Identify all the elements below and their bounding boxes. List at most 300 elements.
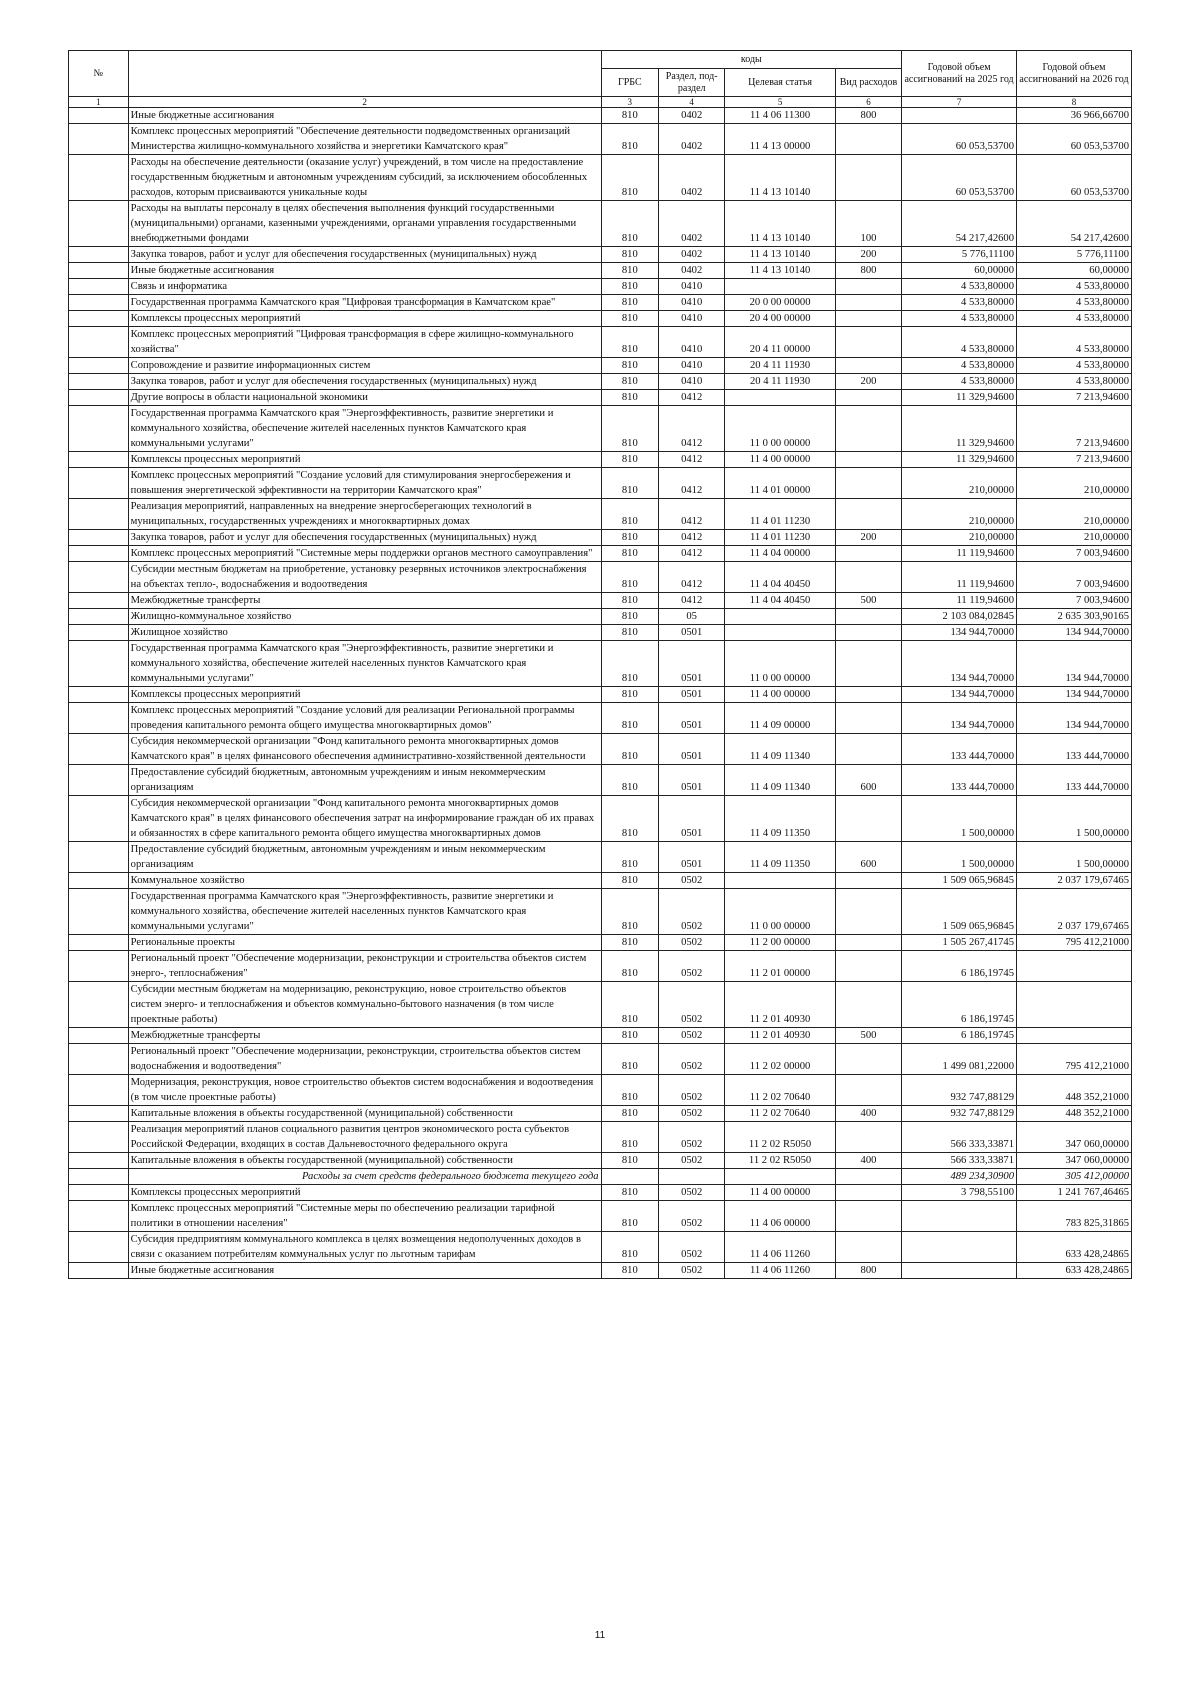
row-expense-type-cell	[835, 1169, 901, 1185]
row-grbs-cell: 810	[601, 1232, 658, 1263]
row-grbs-cell: 810	[601, 982, 658, 1028]
row-section-cell: 0502	[659, 982, 725, 1028]
row-section-cell: 0412	[659, 562, 725, 593]
row-target-article-cell: 11 4 09 00000	[725, 703, 835, 734]
row-target-article-cell: 11 4 06 00000	[725, 1201, 835, 1232]
row-expense-type-cell	[835, 687, 901, 703]
row-volume-2025-cell	[902, 1201, 1017, 1232]
row-name-cell: Государственная программа Камчатского края "Энергоэффективность, развитие энергетики и коммунального хозяйства, обеспечение жителей населенных пунктов Камчатского края коммунальными услугами"	[128, 641, 601, 687]
column-number: 2	[128, 97, 601, 108]
header-name	[128, 51, 601, 97]
row-number-cell	[69, 951, 129, 982]
row-number-cell	[69, 546, 129, 562]
row-number-cell	[69, 108, 129, 124]
header-codes: коды	[601, 51, 902, 69]
row-volume-2026-cell: 134 944,70000	[1017, 703, 1132, 734]
row-target-article-cell	[725, 390, 835, 406]
row-name-cell: Иные бюджетные ассигнования	[128, 1263, 601, 1279]
row-volume-2025-cell: 4 533,80000	[902, 358, 1017, 374]
row-name-cell: Комплекс процессных мероприятий "Создание условий для реализации Региональной программы проведения капитального ремонта общего имущества многоквартирных домов"	[128, 703, 601, 734]
row-target-article-cell: 11 4 00 00000	[725, 452, 835, 468]
row-expense-type-cell: 600	[835, 842, 901, 873]
row-volume-2025-cell: 4 533,80000	[902, 311, 1017, 327]
row-section-cell: 0412	[659, 390, 725, 406]
table-row	[69, 1153, 1132, 1169]
row-volume-2025-cell	[902, 108, 1017, 124]
row-number-cell	[69, 311, 129, 327]
row-section-cell: 0501	[659, 625, 725, 641]
row-volume-2025-cell: 11 329,94600	[902, 390, 1017, 406]
row-volume-2026-cell: 36 966,66700	[1017, 108, 1132, 124]
row-name-cell: Другие вопросы в области национальной экономики	[128, 390, 601, 406]
row-section-cell: 05	[659, 609, 725, 625]
row-target-article-cell: 11 2 01 40930	[725, 1028, 835, 1044]
row-expense-type-cell	[835, 982, 901, 1028]
row-number-cell	[69, 1122, 129, 1153]
row-section-cell: 0402	[659, 201, 725, 247]
row-name-cell: Иные бюджетные ассигнования	[128, 263, 601, 279]
row-volume-2025-cell: 932 747,88129	[902, 1106, 1017, 1122]
row-section-cell: 0502	[659, 1185, 725, 1201]
row-section-cell: 0502	[659, 1263, 725, 1279]
row-volume-2025-cell: 210,00000	[902, 468, 1017, 499]
row-volume-2026-cell: 7 213,94600	[1017, 452, 1132, 468]
row-name-cell: Комплексы процессных мероприятий	[128, 452, 601, 468]
row-volume-2025-cell: 210,00000	[902, 530, 1017, 546]
row-target-article-cell: 11 0 00 00000	[725, 406, 835, 452]
row-number-cell	[69, 1185, 129, 1201]
row-section-cell: 0502	[659, 889, 725, 935]
row-grbs-cell: 810	[601, 295, 658, 311]
row-volume-2025-cell: 1 500,00000	[902, 842, 1017, 873]
row-volume-2026-cell: 54 217,42600	[1017, 201, 1132, 247]
row-expense-type-cell: 800	[835, 1263, 901, 1279]
row-target-article-cell: 20 0 00 00000	[725, 295, 835, 311]
row-grbs-cell: 810	[601, 1075, 658, 1106]
column-number: 6	[835, 97, 901, 108]
row-name-cell: Модернизация, реконструкция, новое строительство объектов систем водоснабжения и водоотведения (в том числе проектные работы)	[128, 1075, 601, 1106]
row-name-cell: Закупка товаров, работ и услуг для обеспечения государственных (муниципальных) нужд	[128, 374, 601, 390]
table-row	[69, 1075, 1132, 1106]
row-volume-2026-cell: 60 053,53700	[1017, 155, 1132, 201]
row-target-article-cell: 11 4 01 11230	[725, 530, 835, 546]
row-section-cell: 0412	[659, 406, 725, 452]
row-name-cell: Субсидии местным бюджетам на приобретение, установку резервных источников электроснабжения на объектах тепло-, водоснабжения и водоотведения	[128, 562, 601, 593]
row-volume-2026-cell: 60 053,53700	[1017, 124, 1132, 155]
row-volume-2026-cell: 4 533,80000	[1017, 374, 1132, 390]
row-volume-2025-cell: 134 944,70000	[902, 687, 1017, 703]
table-row	[69, 1169, 1132, 1185]
row-volume-2025-cell: 134 944,70000	[902, 703, 1017, 734]
row-volume-2025-cell: 133 444,70000	[902, 734, 1017, 765]
row-name-cell: Капитальные вложения в объекты государственной (муниципальной) собственности	[128, 1153, 601, 1169]
row-grbs-cell: 810	[601, 873, 658, 889]
row-volume-2025-cell: 4 533,80000	[902, 327, 1017, 358]
header-volume-2025: Годовой объем ассигнований на 2025 год	[902, 51, 1017, 97]
row-expense-type-cell	[835, 311, 901, 327]
row-volume-2025-cell: 932 747,88129	[902, 1075, 1017, 1106]
table-row	[69, 279, 1132, 295]
row-expense-type-cell	[835, 1044, 901, 1075]
row-volume-2026-cell: 4 533,80000	[1017, 311, 1132, 327]
row-target-article-cell	[725, 873, 835, 889]
row-section-cell: 0412	[659, 593, 725, 609]
column-number: 1	[69, 97, 129, 108]
row-number-cell	[69, 1169, 129, 1185]
row-expense-type-cell	[835, 406, 901, 452]
table-row	[69, 1201, 1132, 1232]
table-row	[69, 641, 1132, 687]
table-row	[69, 1106, 1132, 1122]
row-name-cell: Жилищно-коммунальное хозяйство	[128, 609, 601, 625]
row-number-cell	[69, 1263, 129, 1279]
row-expense-type-cell	[835, 1232, 901, 1263]
row-grbs-cell: 810	[601, 358, 658, 374]
table-row	[69, 889, 1132, 935]
row-number-cell	[69, 390, 129, 406]
row-expense-type-cell	[835, 499, 901, 530]
row-grbs-cell: 810	[601, 279, 658, 295]
table-row	[69, 374, 1132, 390]
row-grbs-cell: 810	[601, 703, 658, 734]
row-expense-type-cell	[835, 295, 901, 311]
row-name-cell: Субсидия некоммерческой организации "Фонд капитального ремонта многоквартирных домов Камчатского края" в целях финансового обеспечения затрат на информирование граждан об их правах и обязанностях в сфере капитального ремонта общего имущества многоквартирных домов	[128, 796, 601, 842]
row-number-cell	[69, 935, 129, 951]
row-volume-2026-cell: 305 412,00000	[1017, 1169, 1132, 1185]
row-number-cell	[69, 1153, 129, 1169]
row-volume-2025-cell: 6 186,19745	[902, 982, 1017, 1028]
row-name-cell: Комплекс процессных мероприятий "Цифровая трансформация в сфере жилищно-коммунального хозяйства"	[128, 327, 601, 358]
table-row	[69, 295, 1132, 311]
row-volume-2025-cell: 3 798,55100	[902, 1185, 1017, 1201]
row-volume-2026-cell: 134 944,70000	[1017, 641, 1132, 687]
row-expense-type-cell	[835, 468, 901, 499]
row-grbs-cell: 810	[601, 951, 658, 982]
row-grbs-cell: 810	[601, 155, 658, 201]
row-target-article-cell: 11 4 01 00000	[725, 468, 835, 499]
row-expense-type-cell	[835, 546, 901, 562]
row-volume-2026-cell: 347 060,00000	[1017, 1153, 1132, 1169]
row-grbs-cell: 810	[601, 452, 658, 468]
row-expense-type-cell	[835, 625, 901, 641]
row-expense-type-cell	[835, 1201, 901, 1232]
row-grbs-cell: 810	[601, 124, 658, 155]
row-number-cell	[69, 452, 129, 468]
row-section-cell: 0502	[659, 1153, 725, 1169]
row-volume-2025-cell: 4 533,80000	[902, 295, 1017, 311]
row-target-article-cell: 11 2 02 00000	[725, 1044, 835, 1075]
row-name-cell: Расходы на выплаты персоналу в целях обеспечения выполнения функций государственными (муниципальными) органами, казенными учреждениями, органами управления государственными внебюджетными фондами	[128, 201, 601, 247]
row-section-cell: 0502	[659, 1232, 725, 1263]
row-volume-2026-cell: 60,00000	[1017, 263, 1132, 279]
row-volume-2025-cell: 1 505 267,41745	[902, 935, 1017, 951]
row-volume-2026-cell: 4 533,80000	[1017, 295, 1132, 311]
row-target-article-cell: 11 2 02 70640	[725, 1075, 835, 1106]
row-volume-2026-cell: 4 533,80000	[1017, 279, 1132, 295]
row-volume-2026-cell: 134 944,70000	[1017, 687, 1132, 703]
row-target-article-cell: 11 4 09 11340	[725, 734, 835, 765]
row-volume-2026-cell: 1 500,00000	[1017, 796, 1132, 842]
row-volume-2025-cell: 11 119,94600	[902, 546, 1017, 562]
row-name-cell: Предоставление субсидий бюджетным, автономным учреждениям и иным некоммерческим организациям	[128, 842, 601, 873]
row-section-cell: 0502	[659, 951, 725, 982]
row-name-cell: Комплекс процессных мероприятий "Создание условий для стимулирования энергосбережения и повышения энергетической эффективности на территории Камчатского края"	[128, 468, 601, 499]
row-name-cell: Жилищное хозяйство	[128, 625, 601, 641]
row-grbs-cell: 810	[601, 390, 658, 406]
column-numbers-row	[69, 97, 1132, 108]
row-number-cell	[69, 641, 129, 687]
table-row	[69, 593, 1132, 609]
table-row	[69, 796, 1132, 842]
table-row	[69, 1122, 1132, 1153]
row-volume-2025-cell	[902, 1232, 1017, 1263]
row-target-article-cell: 11 4 04 00000	[725, 546, 835, 562]
row-section-cell: 0402	[659, 263, 725, 279]
row-volume-2026-cell: 795 412,21000	[1017, 1044, 1132, 1075]
row-number-cell	[69, 468, 129, 499]
header-expense-type: Вид расходов	[835, 69, 901, 97]
row-section-cell: 0402	[659, 124, 725, 155]
row-grbs-cell: 810	[601, 1185, 658, 1201]
row-target-article-cell: 20 4 11 11930	[725, 358, 835, 374]
row-name-cell: Региональные проекты	[128, 935, 601, 951]
row-expense-type-cell	[835, 390, 901, 406]
row-expense-type-cell: 400	[835, 1106, 901, 1122]
row-name-cell: Субсидия предприятиям коммунального комплекса в целях возмещения недополученных доходов в связи с оказанием потребителям коммунальных услуг по льготным тарифам	[128, 1232, 601, 1263]
table-row	[69, 108, 1132, 124]
row-number-cell	[69, 703, 129, 734]
row-expense-type-cell: 100	[835, 201, 901, 247]
row-name-cell: Закупка товаров, работ и услуг для обеспечения государственных (муниципальных) нужд	[128, 247, 601, 263]
row-target-article-cell	[725, 1169, 835, 1185]
row-section-cell: 0501	[659, 842, 725, 873]
row-volume-2026-cell: 1 241 767,46465	[1017, 1185, 1132, 1201]
row-volume-2025-cell: 1 500,00000	[902, 796, 1017, 842]
header-target-article: Целевая статья	[725, 69, 835, 97]
row-expense-type-cell	[835, 1122, 901, 1153]
row-number-cell	[69, 358, 129, 374]
row-expense-type-cell	[835, 155, 901, 201]
row-section-cell: 0501	[659, 703, 725, 734]
row-expense-type-cell	[835, 609, 901, 625]
row-volume-2026-cell: 4 533,80000	[1017, 358, 1132, 374]
row-grbs-cell: 810	[601, 374, 658, 390]
column-number: 5	[725, 97, 835, 108]
row-expense-type-cell	[835, 562, 901, 593]
row-target-article-cell: 11 4 00 00000	[725, 687, 835, 703]
row-number-cell	[69, 982, 129, 1028]
row-number-cell	[69, 1232, 129, 1263]
row-number-cell	[69, 374, 129, 390]
row-section-cell: 0502	[659, 1028, 725, 1044]
row-target-article-cell: 11 2 02 70640	[725, 1106, 835, 1122]
column-number: 3	[601, 97, 658, 108]
row-number-cell	[69, 263, 129, 279]
row-name-cell: Комплекс процессных мероприятий "Системные меры по обеспечению реализации тарифной политики в отношении населения"	[128, 1201, 601, 1232]
row-name-cell: Региональный проект "Обеспечение модернизации, реконструкции, строительства объектов систем водоснабжения и водоотведения"	[128, 1044, 601, 1075]
row-name-cell: Комплекс процессных мероприятий "Обеспечение деятельности подведомственных организаций Министерства жилищно-коммунального хозяйства и энергетики Камчатского края"	[128, 124, 601, 155]
row-expense-type-cell: 400	[835, 1153, 901, 1169]
row-number-cell	[69, 1106, 129, 1122]
table-row	[69, 1263, 1132, 1279]
row-target-article-cell: 11 2 01 40930	[725, 982, 835, 1028]
row-target-article-cell: 11 4 09 11350	[725, 796, 835, 842]
row-volume-2026-cell: 210,00000	[1017, 468, 1132, 499]
row-expense-type-cell	[835, 124, 901, 155]
row-expense-type-cell	[835, 1185, 901, 1201]
table-row	[69, 873, 1132, 889]
table-row	[69, 546, 1132, 562]
row-volume-2026-cell: 210,00000	[1017, 499, 1132, 530]
table-row	[69, 765, 1132, 796]
row-volume-2025-cell: 11 119,94600	[902, 562, 1017, 593]
table-row	[69, 530, 1132, 546]
row-number-cell	[69, 279, 129, 295]
row-number-cell	[69, 562, 129, 593]
row-grbs-cell: 810	[601, 1263, 658, 1279]
row-section-cell: 0501	[659, 765, 725, 796]
row-grbs-cell: 810	[601, 311, 658, 327]
row-volume-2025-cell: 11 329,94600	[902, 406, 1017, 452]
row-expense-type-cell: 500	[835, 1028, 901, 1044]
row-volume-2025-cell: 60 053,53700	[902, 155, 1017, 201]
row-grbs-cell: 810	[601, 1122, 658, 1153]
table-row	[69, 935, 1132, 951]
row-number-cell	[69, 499, 129, 530]
row-target-article-cell: 11 4 06 11300	[725, 108, 835, 124]
row-target-article-cell: 20 4 00 00000	[725, 311, 835, 327]
row-section-cell: 0501	[659, 687, 725, 703]
row-grbs-cell: 810	[601, 1106, 658, 1122]
row-target-article-cell: 11 4 00 00000	[725, 1185, 835, 1201]
row-volume-2025-cell: 1 509 065,96845	[902, 889, 1017, 935]
row-name-cell: Государственная программа Камчатского края "Энергоэффективность, развитие энергетики и коммунального хозяйства, обеспечение жителей населенных пунктов Камчатского края коммунальными услугами"	[128, 406, 601, 452]
row-expense-type-cell	[835, 1075, 901, 1106]
row-expense-type-cell: 200	[835, 374, 901, 390]
row-grbs-cell: 810	[601, 562, 658, 593]
row-volume-2026-cell: 2 635 303,90165	[1017, 609, 1132, 625]
row-volume-2025-cell: 2 103 084,02845	[902, 609, 1017, 625]
row-target-article-cell: 11 2 02 R5050	[725, 1153, 835, 1169]
row-grbs-cell: 810	[601, 734, 658, 765]
table-row	[69, 1185, 1132, 1201]
row-number-cell	[69, 327, 129, 358]
row-name-cell: Капитальные вложения в объекты государственной (муниципальной) собственности	[128, 1106, 601, 1122]
row-grbs-cell: 810	[601, 1044, 658, 1075]
row-target-article-cell: 11 2 01 00000	[725, 951, 835, 982]
row-volume-2026-cell: 633 428,24865	[1017, 1263, 1132, 1279]
table-row	[69, 1232, 1132, 1263]
row-expense-type-cell	[835, 452, 901, 468]
row-volume-2025-cell: 6 186,19745	[902, 951, 1017, 982]
table-row	[69, 1028, 1132, 1044]
row-grbs-cell: 810	[601, 1153, 658, 1169]
row-section-cell: 0412	[659, 468, 725, 499]
row-volume-2025-cell: 4 533,80000	[902, 374, 1017, 390]
row-volume-2026-cell: 347 060,00000	[1017, 1122, 1132, 1153]
row-name-cell: Комплексы процессных мероприятий	[128, 1185, 601, 1201]
table-row	[69, 124, 1132, 155]
row-name-cell: Субсидии местным бюджетам на модернизацию, реконструкцию, новое строительство объектов систем энерго- и теплоснабжения и объектов коммунально-бытового назначения (в том числе проектные работы)	[128, 982, 601, 1028]
row-volume-2026-cell	[1017, 951, 1132, 982]
row-section-cell: 0410	[659, 295, 725, 311]
table-body	[69, 108, 1132, 1279]
row-name-cell: Сопровождение и развитие информационных систем	[128, 358, 601, 374]
row-number-cell	[69, 889, 129, 935]
column-number: 8	[1017, 97, 1132, 108]
row-grbs-cell: 810	[601, 935, 658, 951]
row-volume-2026-cell: 2 037 179,67465	[1017, 873, 1132, 889]
row-volume-2026-cell: 134 944,70000	[1017, 625, 1132, 641]
row-target-article-cell: 11 4 13 10140	[725, 155, 835, 201]
row-volume-2025-cell: 5 776,11100	[902, 247, 1017, 263]
row-section-cell	[659, 1169, 725, 1185]
row-grbs-cell: 810	[601, 609, 658, 625]
row-expense-type-cell: 600	[835, 765, 901, 796]
row-section-cell: 0502	[659, 873, 725, 889]
row-name-cell: Реализация мероприятий, направленных на внедрение энергосберегающих технологий в муниципальных, государственных учреждениях и многоквартирных домах	[128, 499, 601, 530]
table-row	[69, 625, 1132, 641]
row-section-cell: 0502	[659, 935, 725, 951]
budget-table	[68, 50, 1132, 1279]
row-section-cell: 0402	[659, 247, 725, 263]
table-row	[69, 703, 1132, 734]
row-grbs-cell: 810	[601, 842, 658, 873]
column-number: 7	[902, 97, 1017, 108]
header-volume-2026: Годовой объем ассигнований на 2026 год	[1017, 51, 1132, 97]
header-number: №	[69, 51, 129, 97]
row-grbs-cell: 810	[601, 1201, 658, 1232]
row-volume-2025-cell: 6 186,19745	[902, 1028, 1017, 1044]
table-row	[69, 1044, 1132, 1075]
row-target-article-cell: 11 4 01 11230	[725, 499, 835, 530]
row-number-cell	[69, 247, 129, 263]
row-section-cell: 0501	[659, 796, 725, 842]
row-grbs-cell: 810	[601, 406, 658, 452]
row-section-cell: 0412	[659, 546, 725, 562]
table-row	[69, 687, 1132, 703]
row-volume-2025-cell: 134 944,70000	[902, 641, 1017, 687]
row-number-cell	[69, 625, 129, 641]
table-row	[69, 499, 1132, 530]
row-volume-2026-cell: 4 533,80000	[1017, 327, 1132, 358]
table-row	[69, 311, 1132, 327]
row-name-cell: Комплексы процессных мероприятий	[128, 311, 601, 327]
row-number-cell	[69, 593, 129, 609]
row-section-cell: 0410	[659, 279, 725, 295]
row-expense-type-cell	[835, 327, 901, 358]
table-row	[69, 358, 1132, 374]
row-target-article-cell	[725, 609, 835, 625]
row-section-cell: 0412	[659, 499, 725, 530]
row-number-cell	[69, 1075, 129, 1106]
row-grbs-cell: 810	[601, 625, 658, 641]
row-volume-2026-cell: 795 412,21000	[1017, 935, 1132, 951]
row-section-cell: 0410	[659, 358, 725, 374]
row-target-article-cell: 20 4 11 00000	[725, 327, 835, 358]
row-number-cell	[69, 609, 129, 625]
row-volume-2025-cell: 11 119,94600	[902, 593, 1017, 609]
row-number-cell	[69, 1201, 129, 1232]
row-name-cell: Иные бюджетные ассигнования	[128, 108, 601, 124]
table-row	[69, 951, 1132, 982]
row-name-cell: Расходы на обеспечение деятельности (оказание услуг) учреждений, в том числе на предоставление государственным бюджетным и автономным учреждениям субсидий, за исключением обособленных расходов, которым присваиваются уникальные коды	[128, 155, 601, 201]
row-name-cell: Коммунальное хозяйство	[128, 873, 601, 889]
row-volume-2026-cell: 448 352,21000	[1017, 1106, 1132, 1122]
row-number-cell	[69, 734, 129, 765]
row-volume-2026-cell: 7 003,94600	[1017, 546, 1132, 562]
row-volume-2026-cell	[1017, 1028, 1132, 1044]
